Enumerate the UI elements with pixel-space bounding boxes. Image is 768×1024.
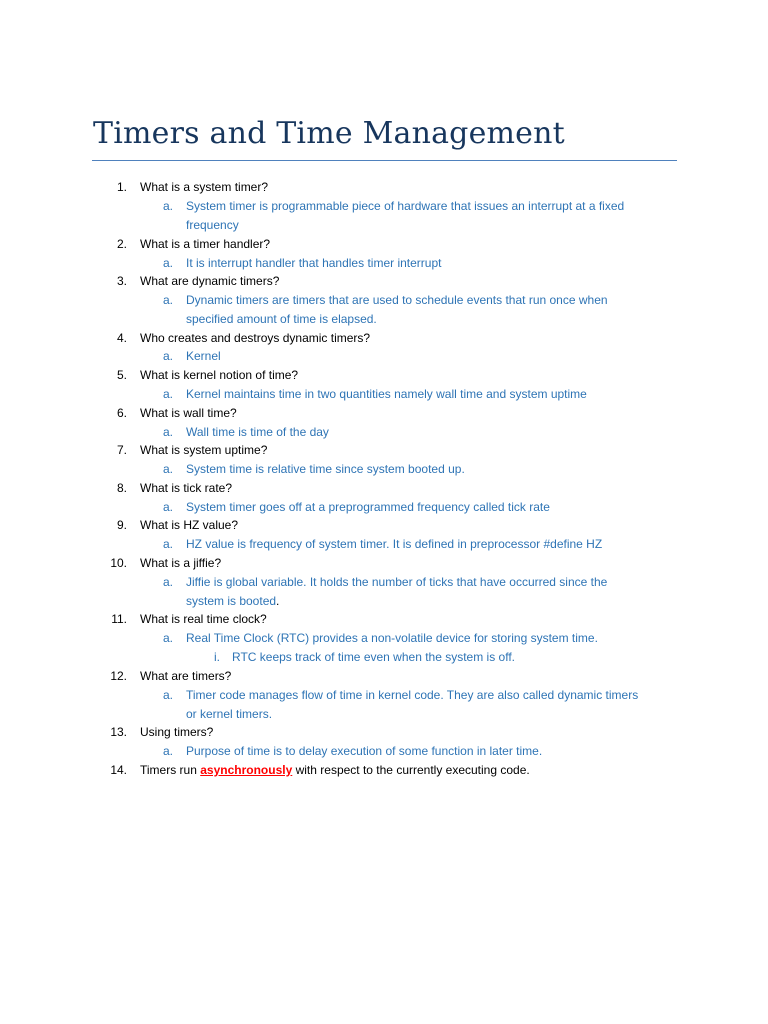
question-text: Using timers?: [140, 725, 214, 739]
answer-marker: a.: [162, 688, 173, 702]
answer-text: Purpose of time is to delay execution of some function in later time.: [186, 744, 543, 758]
answer-marker: a.: [162, 387, 173, 401]
question-number: 14.: [110, 763, 127, 777]
answer-marker: a.: [162, 425, 173, 439]
title-rule: [92, 160, 677, 161]
answer-marker: a.: [162, 575, 173, 589]
answer-text-fragment: system is booted: [186, 594, 277, 608]
question-number: 3.: [116, 274, 127, 288]
question-number: 9.: [116, 518, 127, 532]
sub-answer-marker: i.: [214, 650, 220, 664]
answer-marker: a.: [162, 293, 173, 307]
answer-text: HZ value is frequency of system timer. It is defined in preprocessor #define HZ: [186, 537, 603, 551]
question-number: 1.: [116, 180, 127, 194]
question-number: 11.: [111, 612, 127, 626]
statement-suffix: with respect to the currently executing code.: [292, 763, 530, 777]
question-number: 4.: [116, 331, 127, 345]
question-text: Who creates and destroys dynamic timers?: [140, 331, 371, 345]
answer-marker: a.: [162, 462, 173, 476]
question-number: 6.: [116, 406, 127, 420]
answer-text: System timer goes off at a preprogrammed frequency called tick rate: [186, 500, 550, 514]
question-text: What are timers?: [140, 669, 232, 683]
answer-marker: a.: [162, 199, 173, 213]
question-text: What is system uptime?: [140, 443, 268, 457]
question-text: What is a system timer?: [140, 180, 269, 194]
question-number: 2.: [116, 237, 127, 251]
answer-text-continued: specified amount of time is elapsed.: [186, 312, 377, 326]
answer-text: Real Time Clock (RTC) provides a non-volatile device for storing system time.: [186, 631, 598, 645]
answer-text: System time is relative time since system booted up.: [186, 462, 465, 476]
question-text: What are dynamic timers?: [140, 274, 280, 288]
answer-text-continued: or kernel timers.: [186, 707, 273, 721]
answer-marker: a.: [162, 256, 173, 270]
question-text: What is kernel notion of time?: [140, 368, 299, 382]
answer-text: Wall time is time of the day: [186, 425, 329, 439]
answer-period: .: [276, 594, 280, 608]
question-text: What is a timer handler?: [140, 237, 271, 251]
question-number: 8.: [116, 481, 127, 495]
answer-text: Kernel maintains time in two quantities namely wall time and system uptime: [186, 387, 587, 401]
answer-text-continued: frequency: [186, 218, 239, 232]
answer-text: Dynamic timers are timers that are used to schedule events that run once when: [186, 293, 608, 307]
question-text: What is HZ value?: [140, 518, 239, 532]
question-number: 10.: [110, 556, 127, 570]
answer-marker: a.: [162, 349, 173, 363]
page-title: Timers and Time Management: [93, 116, 565, 151]
statement-text: [140, 763, 530, 777]
answer-text: It is interrupt handler that handles timer interrupt: [186, 256, 442, 270]
answer-text: Timer code manages flow of time in kernel code. They are also called dynamic timers: [186, 688, 639, 702]
question-number: 7.: [116, 443, 127, 457]
answer-text: System timer is programmable piece of hardware that issues an interrupt at a fixed: [186, 199, 625, 213]
question-text: What is wall time?: [140, 406, 237, 420]
emphasis-word: asynchronously: [200, 763, 293, 777]
answer-text: Kernel: [186, 349, 221, 363]
question-text: What is real time clock?: [140, 612, 267, 626]
answer-marker: a.: [162, 631, 173, 645]
answer-text-continued: [186, 594, 279, 608]
question-text: What is a jiffie?: [140, 556, 222, 570]
statement-prefix: Timers run: [140, 763, 201, 777]
answer-marker: a.: [162, 537, 173, 551]
sub-answer-text: RTC keeps track of time even when the system is off.: [232, 650, 516, 664]
question-text: What is tick rate?: [140, 481, 233, 495]
question-number: 13.: [110, 725, 127, 739]
question-number: 12.: [110, 669, 127, 683]
answer-marker: a.: [162, 744, 173, 758]
answer-marker: a.: [162, 500, 173, 514]
question-number: 5.: [116, 368, 127, 382]
answer-text: Jiffie is global variable. It holds the number of ticks that have occurred since the: [186, 575, 608, 589]
